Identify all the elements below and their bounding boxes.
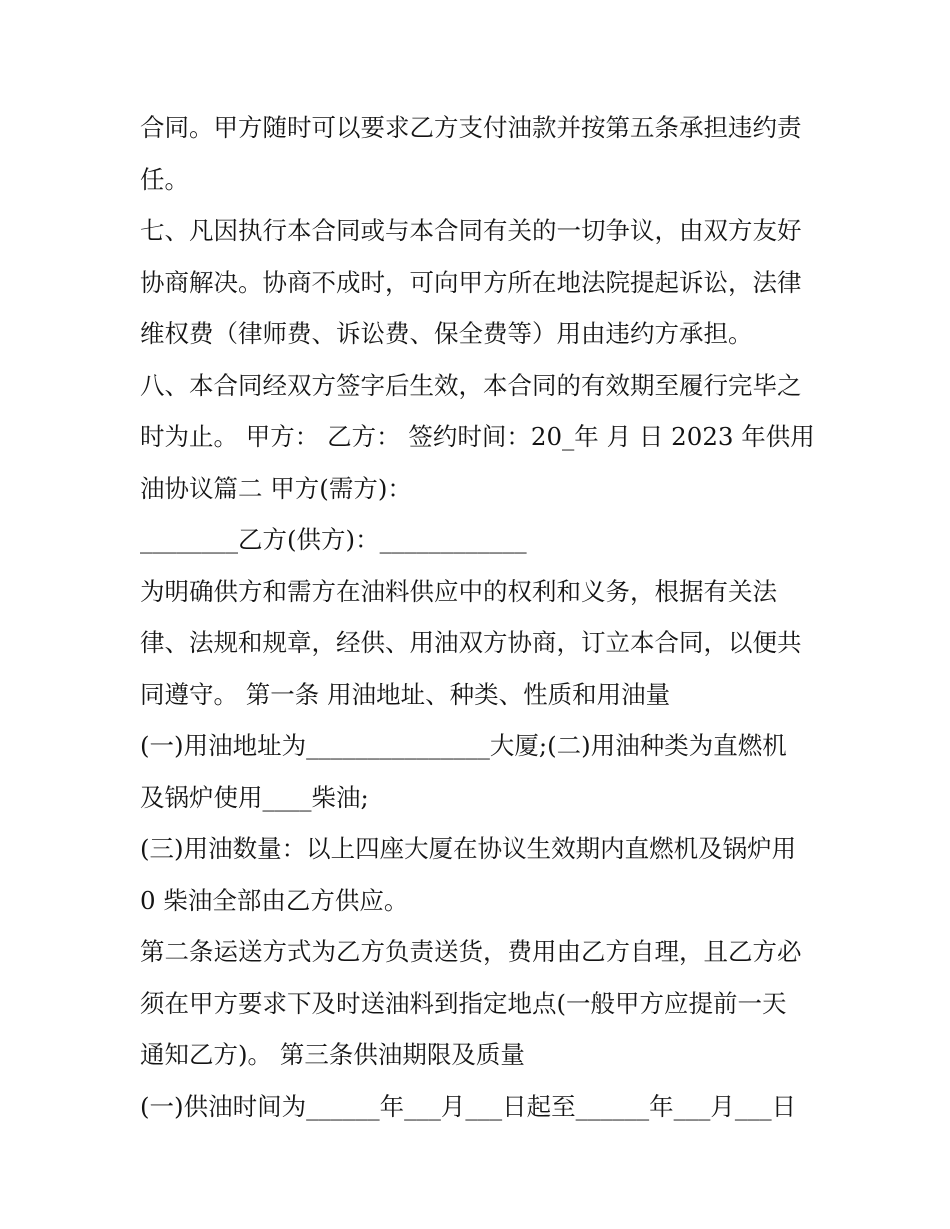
text-line: 通知乙方)。 第三条供油期限及质量 [140,1040,525,1069]
text-line: 须在甲方要求下及时送油料到指定地点(一般甲方应提前一天 [140,988,787,1018]
text-line: 时为止。 甲方： 乙方： 签约时间：20_年 月 日 2023 年供用 [140,422,815,451]
text-line: 合同。甲方随时可以要求乙方支付油款并按第五条承担违约责 [140,113,802,142]
text-line: 为明确供方和需方在油料供应中的权利和义务，根据有关法 [140,576,777,606]
text-line: 第二条运送方式为乙方负责送货，费用由乙方自理，且乙方必 [140,937,802,966]
text-line: 律、法规和规章，经供、用油双方协商，订立本合同，以便共 [140,628,802,657]
text-line: 油协议篇二 甲方(需方)： [140,473,412,503]
contract-text [140,102,820,1132]
text-line: 同遵守。 第一条 用油地址、种类、性质和用油量 [140,679,671,709]
text-line: 0 柴油全部由乙方供应。 [140,885,409,915]
text-line: 七、凡因执行本合同或与本合同有关的一切争议，由双方友好 [140,216,802,245]
text-line: 八、本合同经双方签字后生效，本合同的有效期至履行完毕之 [140,370,802,400]
text-line: 任。 [140,164,189,194]
text-line: (一)供油时间为______年___月___日起至______年___月___日 [140,1091,797,1121]
text-line: (一)用油地址为_______________大厦;(二)用油种类为直燃机 [140,731,787,760]
text-line: ________乙方(供方)：____________ [140,525,527,554]
text-line: (三)用油数量：以上四座大厦在协议生效期内直燃机及锅炉用 [140,834,797,863]
text-line: 协商解决。协商不成时，可向甲方所在地法院提起诉讼，法律 [140,267,802,297]
text-line: 及锅炉使用____柴油; [140,782,369,812]
text-line: 维权费（律师费、诉讼费、保全费等）用由违约方承担。 [140,319,753,348]
